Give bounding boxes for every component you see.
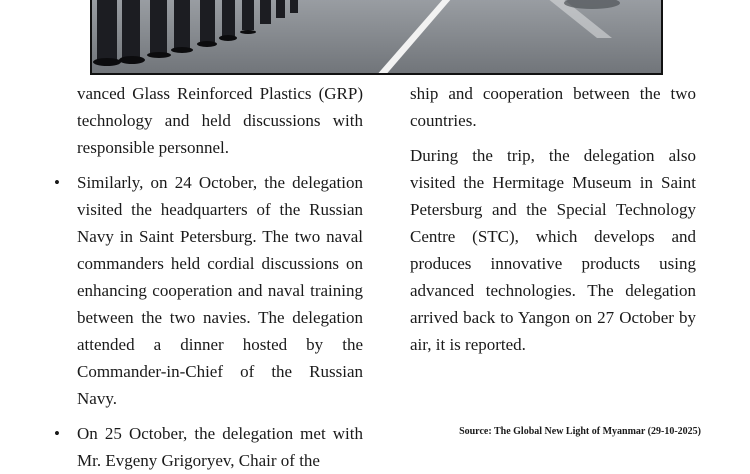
trip-text: During the trip, the delegation also visited the Hermitage Museum in Saint Petersburg and the Special Technology Centre (STC), which develops and produces innovative products using advanced technologies. The delegation arrived back to Yangon on 27 October by air, it is reported.: [410, 146, 696, 354]
bullet-text: On 25 October, the delegation met with Mr. Evgeny Grigoryev, Chair of the: [77, 424, 363, 470]
left-column: [54, 80, 363, 474]
bullet-icon: •: [54, 173, 60, 192]
right-column: [410, 80, 696, 358]
bullet-text: Similarly, on 24 October, the delegation visited the headquarters of the Russian Navy in Saint Petersburg. The two naval commanders held cordial discussions on enhancing cooperation and naval training between the two navies. The delegation attended a dinner hosted by the Commander-in-Chief of the Russian Navy.: [77, 173, 363, 408]
news-photo: [90, 0, 663, 75]
right-paragraph-trip: [410, 142, 696, 358]
photo-of-naval-honour-guard-on-road-icon: [92, 0, 663, 75]
right-paragraph-continued: ship and cooperation between the two countries.: [410, 84, 696, 130]
source-credit: Source: The Global New Light of Myanmar (29-10-2025): [459, 426, 701, 437]
bullet-item-24-october: [54, 169, 363, 412]
bullet-item-25-october: [54, 420, 363, 474]
bullet-icon: •: [54, 424, 60, 443]
left-paragraph-continued: vanced Glass Reinforced Plastics (GRP) technology and held discussions with responsible personnel.: [77, 84, 363, 157]
